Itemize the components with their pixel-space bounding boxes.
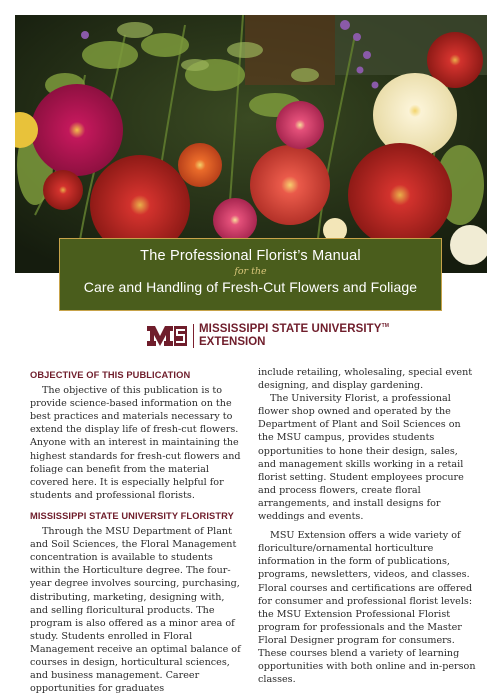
university-florist-paragraph: The University Florist, a professional flower shop owned and operated by the Department of Plant and Soil Sciences on the MSU campus, provides students opportunities to hone their design, sales, and management skills working in a retail florist setting. Student employees procure and process flowers, create floral arrangements, and install designs for weddings and events. [258,393,464,523]
university-name: MISSISSIPPI STATE UNIVERSITY™ [199,323,389,335]
title-line-2: for the [234,266,267,277]
floristry-paragraph: Through the MSU Department of Plant and Soil Sciences, the Floral Management concentration is available to students within the Horticulture degree. The four-year degree involves sourcing, purchasing, distributing, marketing, designing with, and selling floricultural products. The program is also offered as a minor area of study. Students enrolled in Floral Management receive an optimal balance of courses in design, horticultural sciences, and business management. Career opportunities for graduates [30,526,241,695]
flower-arrangement-image [15,15,487,273]
title-banner [59,238,442,311]
title-line-3: Care and Handling of Fresh-Cut Flowers and Foliage [83,279,418,295]
extension-paragraph: MSU Extension offers a wide variety of floriculture/ornamental horticulture information in the form of publications, programs, newsletters, videos, and classes. Floral courses and certifications are offered for consumer and professional florist levels: the MSU Extension Professional Florist program for professionals and the Master Floral Designer program for consumers. These courses blend a variety of learning opportunities with both online and in-person classes. [258,530,476,686]
floristry-paragraph-continued: include retailing, wholesaling, special event designing, and display gardening. [258,367,473,392]
title-line-1: The Professional Florist’s Manual [140,248,361,264]
objective-paragraph: The objective of this publication is to provide science-based information on the best practices and materials necessary to extend the display life of fresh-cut flowers. Anyone with an interest in maintaining the highest standards for fresh-cut flowers and foliage can benefit from the material covered here. It is especially helpful for students and professional florists. [30,385,241,501]
logo-divider [193,324,194,348]
floristry-heading: MISSISSIPPI STATE UNIVERSITY FLORISTRY [30,510,234,521]
right-column [258,366,476,686]
trademark-mark: TM [381,323,389,329]
msu-extension-logo [146,322,389,350]
objective-heading: OBJECTIVE OF THIS PUBLICATION [30,370,191,380]
hero-photo [15,15,487,273]
extension-name: EXTENSION [199,336,266,348]
msu-mark-icon [146,322,188,350]
left-column [30,367,244,695]
